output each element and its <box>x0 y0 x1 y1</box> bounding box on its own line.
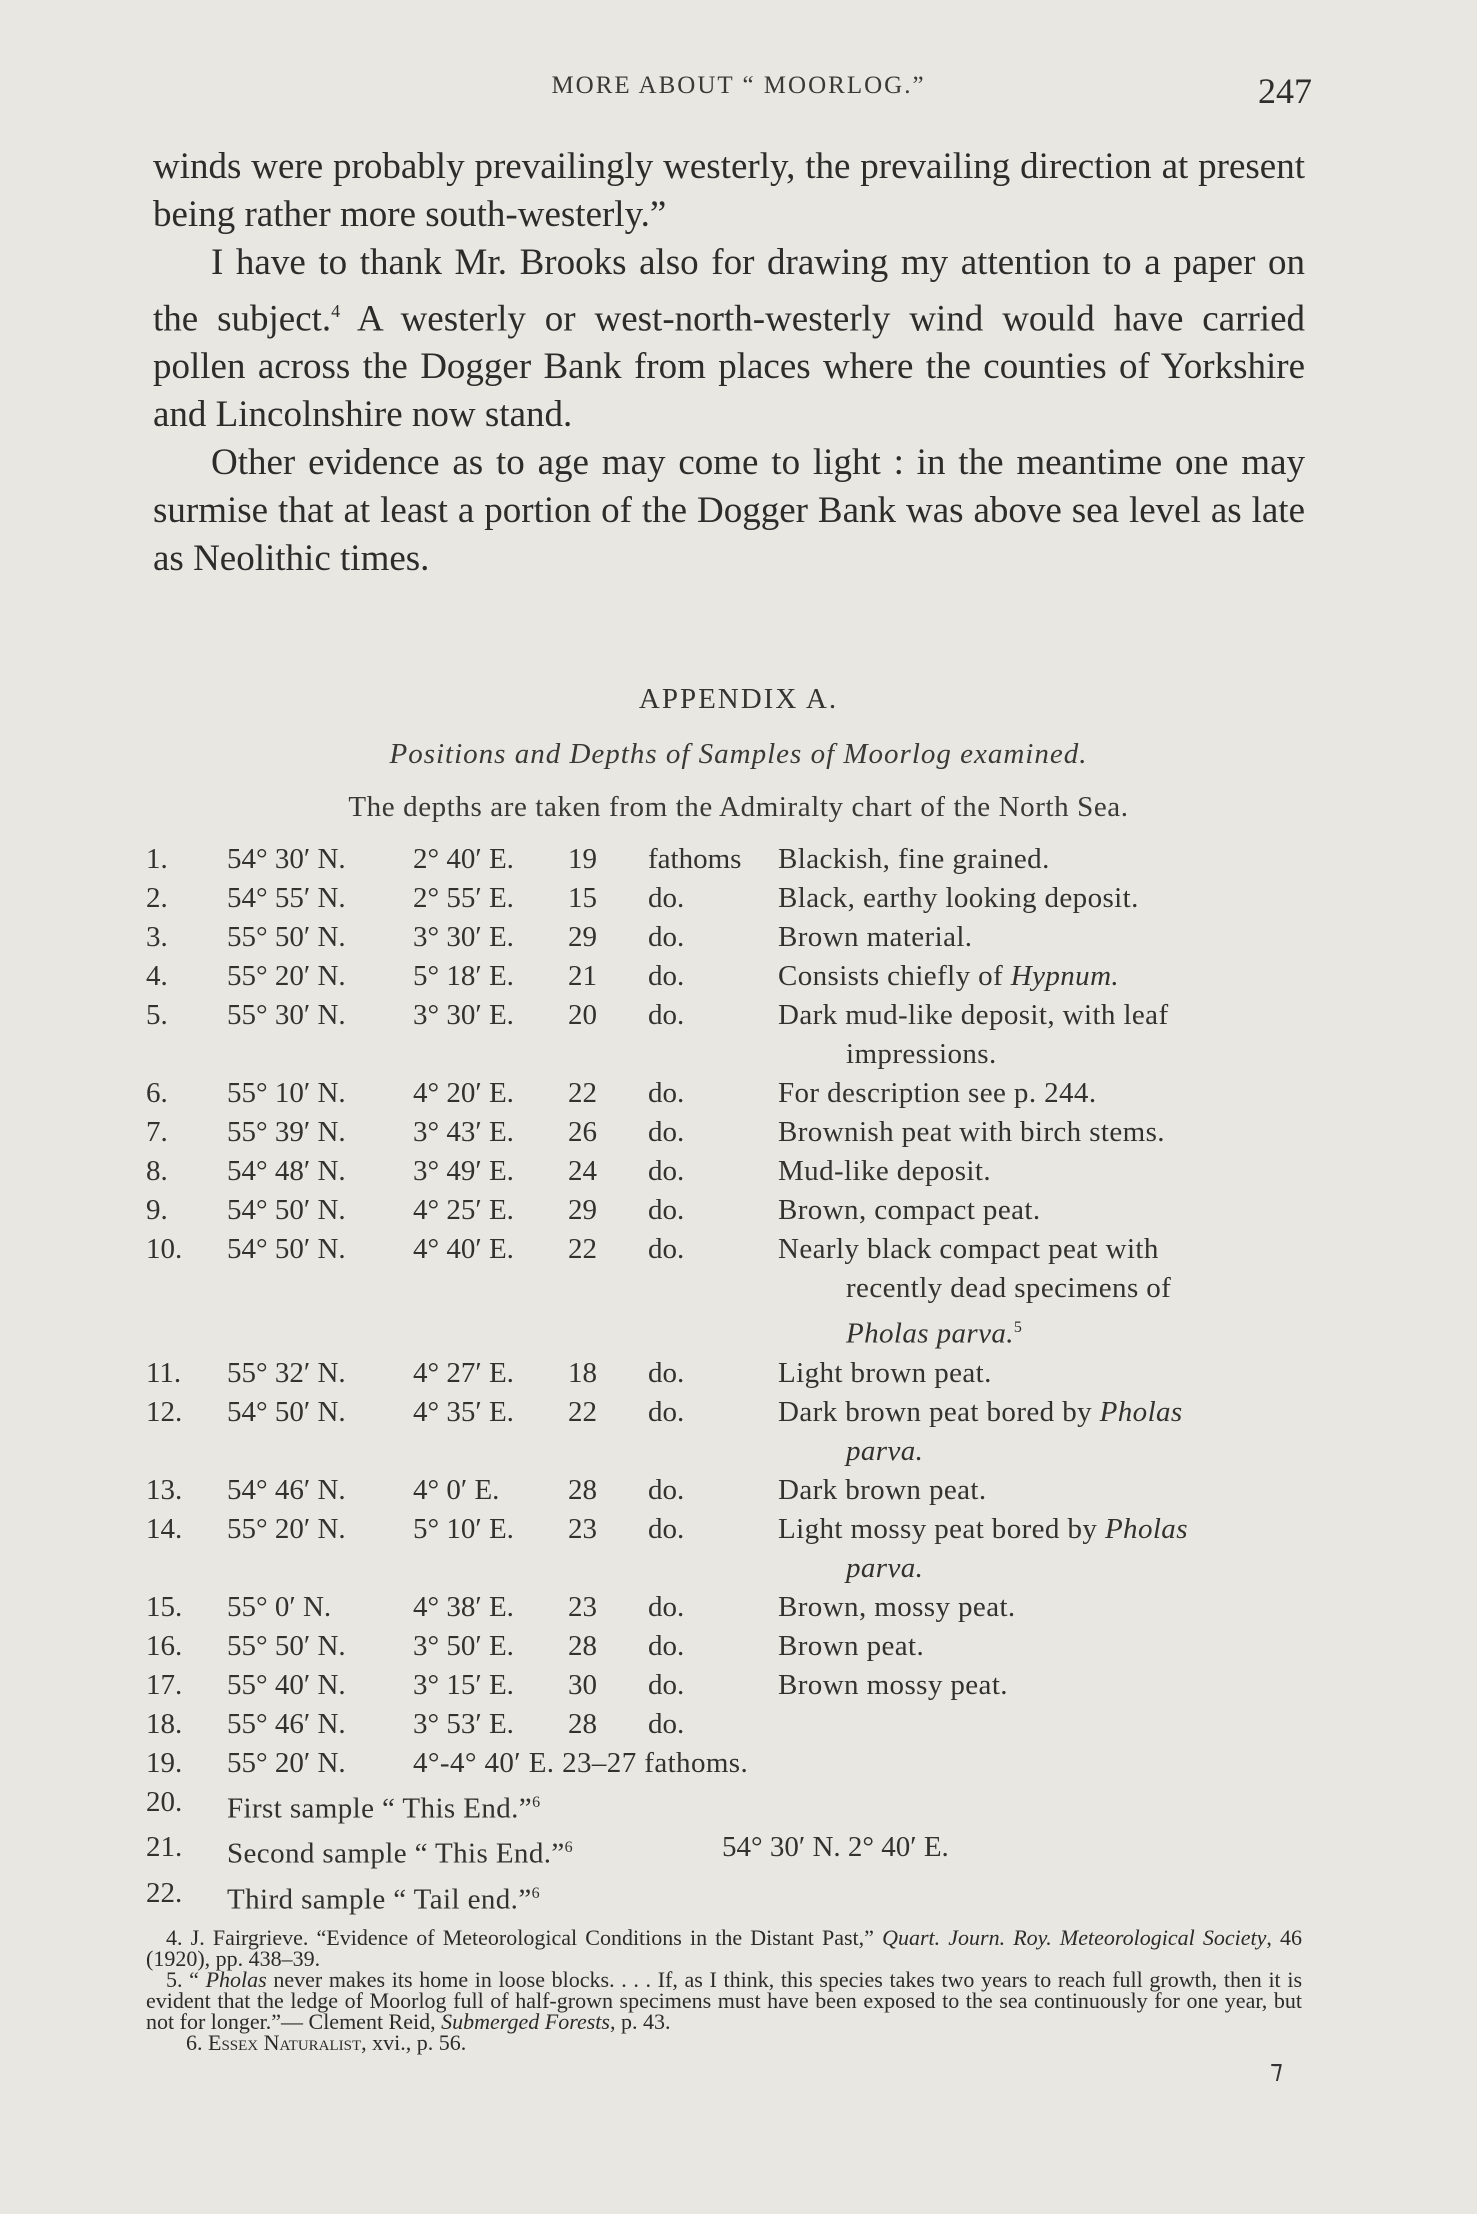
sample-number: 20. <box>146 1785 183 1818</box>
sample-position: 54° 30′ N. 2° 40′ E. <box>722 1831 949 1864</box>
sample-number: 9. <box>146 1194 168 1226</box>
sample-row <box>146 1666 1326 1705</box>
sample-longitude: 4° 27′ E. <box>413 1356 514 1389</box>
footnote-4-journal: Quart. Journ. Roy. Meteorological Society <box>882 1925 1267 1950</box>
sample-description <box>778 1393 1326 1471</box>
sample-longitude: 3° 30′ E. <box>413 999 514 1031</box>
sample-latitude: 55° 20′ N. <box>227 1512 346 1545</box>
sample-number: 14. <box>146 1512 183 1545</box>
sample-rows <box>146 840 1326 1744</box>
sample-depth-unit: do. <box>648 999 685 1031</box>
sample-number: 2. <box>146 882 168 914</box>
sample-depth: 30 <box>568 1668 597 1701</box>
sample-row <box>146 996 1326 1074</box>
sample-row <box>146 1393 1326 1471</box>
sample-number: 7. <box>146 1116 168 1148</box>
sample-depth: 23 <box>568 1512 597 1545</box>
footnote-6 <box>146 2032 1302 2053</box>
sample-depth-unit: do. <box>648 1395 685 1428</box>
sample-row <box>146 1354 1326 1393</box>
sample-longitude: 4° 35′ E. <box>413 1395 514 1428</box>
sample-description-text: Dark brown peat. <box>778 1473 987 1506</box>
footnote-6-journal: Essex Naturalist <box>208 2030 362 2055</box>
sample-row <box>146 840 1326 879</box>
sample-depth: 29 <box>568 921 597 953</box>
sample-longitude-depth: 4°-4° 40′ E. 23–27 fathoms. <box>413 1746 749 1779</box>
sample-description-text: Consists chiefly of <box>778 960 1011 992</box>
sample-row <box>146 1471 1326 1510</box>
paragraph-1: winds were probably prevailingly westerly, the prevailing direction at present being rather more south-westerly.” <box>153 146 1305 235</box>
sample-depth: 21 <box>568 960 597 992</box>
sample-depth: 19 <box>568 843 597 875</box>
sample-description-text: Light mossy peat bored by <box>778 1512 1105 1545</box>
sample-longitude: 2° 55′ E. <box>413 882 514 914</box>
sample-number: 15. <box>146 1590 183 1623</box>
sample-longitude: 2° 40′ E. <box>413 843 514 875</box>
sample-description-text: Nearly black compact peat with <box>778 1233 1159 1265</box>
sample-row <box>146 1113 1326 1152</box>
sample-latitude: 55° 20′ N. <box>227 960 346 992</box>
footnote-5-page: , p. 43. <box>609 2009 671 2034</box>
footnote-ref-6: 6 <box>531 1884 540 1902</box>
sample-longitude: 3° 30′ E. <box>413 921 514 953</box>
sample-row <box>146 1705 1326 1744</box>
sample-row <box>146 1074 1326 1113</box>
footnote-5-text: 5. “ <box>166 1967 206 1992</box>
sample-depth-unit: fathoms <box>648 843 742 875</box>
sample-depth-unit: do. <box>648 1233 685 1265</box>
sample-longitude: 4° 20′ E. <box>413 1077 514 1109</box>
paragraph-2-end: A westerly or west-north-westerly wind would have carried pollen across the Dogger Bank from places where the counties of Yorkshire and Lincolnshire now stand. <box>153 298 1306 436</box>
sample-row <box>146 1230 1326 1354</box>
sample-latitude: 55° 50′ N. <box>227 1629 346 1662</box>
sample-depth-unit: do. <box>648 1194 685 1226</box>
appendix-title: APPENDIX A. <box>638 683 839 715</box>
sample-latitude: 55° 30′ N. <box>227 999 346 1031</box>
footnote-6-citation: , xvi., p. 56. <box>361 2030 467 2055</box>
sample-longitude: 4° 25′ E. <box>413 1194 514 1226</box>
running-head: MORE ABOUT “ MOORLOG.” <box>551 72 926 99</box>
footnote-4-citation: , 46 (1920), pp. 438–39. <box>146 1925 1303 1971</box>
footnote-5-quote: never makes its home in loose blocks. . . . If, as I think, this species takes two years to reach full growth, then it is evident that the ledge of Moorlog full of half-grown specimens must have been exposed to the sea continuously for one year, but not for longer.”— Clement Reid, <box>146 1967 1303 2034</box>
sample-row <box>146 879 1326 918</box>
sample-latitude: 55° 10′ N. <box>227 1077 346 1109</box>
sample-row <box>146 1588 1326 1627</box>
sample-row <box>146 918 1326 957</box>
footnote-ref-6: 6 <box>564 1839 574 1857</box>
footnote-4 <box>146 1927 1302 1969</box>
sample-description-genus: Pholas parva. <box>846 1317 1014 1350</box>
sample-row-22 <box>146 1874 1326 1920</box>
sample-label-text: First sample “ This End.” <box>227 1792 533 1825</box>
sample-latitude: 55° 40′ N. <box>227 1668 346 1701</box>
sample-depth-unit: do. <box>648 1590 685 1623</box>
sample-number: 18. <box>146 1707 183 1740</box>
sample-depth: 22 <box>568 1077 597 1109</box>
sample-description <box>778 1627 1326 1666</box>
sample-depth-unit: do. <box>648 1629 685 1662</box>
sample-description-genus: Pholas <box>1104 1512 1188 1545</box>
sample-description-text: Blackish, fine grained. <box>778 843 1050 875</box>
sample-label <box>227 1783 1326 1829</box>
sample-depth: 22 <box>568 1233 597 1265</box>
sample-description <box>778 1230 1326 1354</box>
sample-description <box>778 1074 1326 1113</box>
sample-number: 22. <box>146 1876 183 1909</box>
samples-table <box>146 840 1326 1920</box>
sample-row <box>146 1510 1326 1588</box>
sample-depth-unit: do. <box>648 960 685 992</box>
sample-label-text: Second sample “ This End.” <box>227 1837 565 1870</box>
sample-description-genus: Pholas <box>1099 1395 1183 1428</box>
body-text <box>153 143 1305 583</box>
footnote-4-text: 4. J. Fairgrieve. “Evidence of Meteorological Conditions in the Distant Past,” <box>166 1925 883 1950</box>
footnotes <box>146 1927 1302 2053</box>
sample-description-text: Dark brown peat bored by <box>778 1395 1100 1428</box>
sample-description-text: Black, earthy looking deposit. <box>778 882 1139 914</box>
sample-number: 10. <box>146 1233 183 1265</box>
sample-depth: 18 <box>568 1356 597 1389</box>
sample-latitude: 55° 50′ N. <box>227 921 346 953</box>
sample-description <box>778 1191 1326 1230</box>
sample-description <box>778 1588 1326 1627</box>
sample-latitude: 54° 50′ N. <box>227 1194 346 1226</box>
sample-description-text: For description see p. 244. <box>778 1077 1097 1109</box>
sample-row <box>146 1627 1326 1666</box>
sample-depth: 28 <box>568 1707 597 1740</box>
footnote-ref-6: 6 <box>532 1793 541 1811</box>
sample-longitude: 3° 43′ E. <box>413 1116 514 1148</box>
sample-depth: 15 <box>568 882 597 914</box>
sample-latitude: 55° 32′ N. <box>227 1356 346 1389</box>
footnote-5 <box>146 1969 1302 2032</box>
sample-latitude: 54° 30′ N. <box>227 843 346 875</box>
sample-row <box>146 957 1326 996</box>
sample-description <box>778 879 1326 918</box>
sample-description <box>778 957 1326 996</box>
sample-depth: 24 <box>568 1155 597 1187</box>
appendix-note: The depths are taken from the Admiralty chart of the North Sea. <box>348 791 1129 823</box>
sample-depth-unit: do. <box>648 1473 685 1506</box>
sample-latitude: 54° 50′ N. <box>227 1233 346 1265</box>
sample-latitude: 55° 46′ N. <box>227 1707 346 1740</box>
sample-depth-unit: do. <box>648 1512 685 1545</box>
sample-number: 17. <box>146 1668 183 1701</box>
sample-description-continued: recently dead specimens of <box>846 1272 1172 1304</box>
sample-number: 1. <box>146 843 168 875</box>
sample-longitude: 5° 10′ E. <box>413 1512 514 1545</box>
sample-description-text: Brown, mossy peat. <box>778 1590 1016 1623</box>
sample-depth-unit: do. <box>648 1668 685 1701</box>
sample-longitude: 3° 53′ E. <box>413 1707 514 1740</box>
sample-number: 3. <box>146 921 168 953</box>
sample-description-text: Brownish peat with birch stems. <box>778 1116 1165 1148</box>
sample-number: 13. <box>146 1473 183 1506</box>
sample-longitude: 3° 50′ E. <box>413 1629 514 1662</box>
sample-number: 19. <box>146 1746 183 1779</box>
sample-description-continued <box>778 1308 1326 1354</box>
sample-row-21 <box>146 1828 1326 1874</box>
sample-description-text: Brown peat. <box>778 1629 925 1662</box>
sample-depth-unit: do. <box>648 882 685 914</box>
sample-latitude: 55° 20′ N. <box>227 1746 346 1779</box>
footnote-5-book: Submerged Forests <box>441 2009 610 2034</box>
sample-description-continued: impressions. <box>846 1038 997 1070</box>
sample-depth: 20 <box>568 999 597 1031</box>
margin-mark: ⁊ <box>1270 2055 1283 2084</box>
footnote-6-number: 6. <box>186 2030 208 2055</box>
sample-latitude: 54° 46′ N. <box>227 1473 346 1506</box>
sample-description <box>778 1152 1326 1191</box>
page-number: 247 <box>1258 71 1312 111</box>
sample-latitude: 54° 55′ N. <box>227 882 346 914</box>
sample-longitude: 3° 49′ E. <box>413 1155 514 1187</box>
sample-depth-unit: do. <box>648 1155 685 1187</box>
sample-label <box>227 1828 722 1874</box>
sample-description-text: Brown material. <box>778 921 973 953</box>
sample-depth-unit: do. <box>648 1116 685 1148</box>
sample-depth-unit: do. <box>648 921 685 953</box>
sample-depth-unit: do. <box>648 1707 685 1740</box>
sample-depth: 28 <box>568 1629 597 1662</box>
sample-number: 5. <box>146 999 168 1031</box>
sample-longitude: 4° 40′ E. <box>413 1233 514 1265</box>
sample-latitude: 55° 0′ N. <box>227 1590 332 1623</box>
footnote-ref-4: 4 <box>331 301 341 321</box>
sample-description-text: Brown mossy peat. <box>778 1668 1008 1701</box>
sample-label <box>227 1874 1326 1920</box>
sample-longitude: 5° 18′ E. <box>413 960 514 992</box>
sample-number: 12. <box>146 1395 183 1428</box>
sample-description <box>778 840 1326 879</box>
sample-longitude: 3° 15′ E. <box>413 1668 514 1701</box>
sample-description-text: Mud-like deposit. <box>778 1155 992 1187</box>
sample-depth: 26 <box>568 1116 597 1148</box>
sample-number: 6. <box>146 1077 168 1109</box>
sample-label-text: Third sample “ Tail end.” <box>227 1883 532 1916</box>
sample-number: 21. <box>146 1831 183 1864</box>
paragraph-2 <box>153 239 1305 439</box>
sample-description <box>778 1471 1326 1510</box>
sample-description-continued: parva. <box>846 1551 924 1584</box>
sample-depth: 22 <box>568 1395 597 1428</box>
paragraph-2-start: I have to thank Mr. Brooks also for drawing my attention to a paper on the subject. <box>153 242 1305 340</box>
sample-number: 4. <box>146 960 168 992</box>
sample-number: 8. <box>146 1155 168 1187</box>
sample-description <box>778 1354 1326 1393</box>
sample-longitude: 4° 38′ E. <box>413 1590 514 1623</box>
paragraph-3: Other evidence as to age may come to light : in the meantime one may surmise that at least a portion of the Dogger Bank was above sea level as late as Neolithic times. <box>153 442 1305 580</box>
sample-description <box>778 918 1326 957</box>
sample-row <box>146 1191 1326 1230</box>
sample-row-19 <box>146 1744 1326 1783</box>
sample-depth: 29 <box>568 1194 597 1226</box>
sample-number: 16. <box>146 1629 183 1662</box>
sample-latitude: 55° 39′ N. <box>227 1116 346 1148</box>
sample-row <box>146 1152 1326 1191</box>
footnote-5-genus: Pholas <box>205 1967 267 1992</box>
sample-depth-unit: do. <box>648 1356 685 1389</box>
sample-latitude: 54° 48′ N. <box>227 1155 346 1187</box>
sample-description <box>778 996 1326 1074</box>
sample-description-continued: parva. <box>846 1434 924 1467</box>
footnote-ref-5: 5 <box>1013 1319 1023 1336</box>
sample-longitude: 4° 0′ E. <box>413 1473 500 1506</box>
sample-number: 11. <box>146 1356 182 1389</box>
sample-row-20 <box>146 1783 1326 1829</box>
sample-latitude: 54° 50′ N. <box>227 1395 346 1428</box>
sample-description <box>778 1113 1326 1152</box>
sample-depth-unit: do. <box>648 1077 685 1109</box>
sample-description <box>778 1666 1326 1705</box>
sample-depth: 28 <box>568 1473 597 1506</box>
appendix-subtitle: Positions and Depths of Samples of Moorlog examined. <box>389 738 1088 770</box>
sample-description-text: Light brown peat. <box>778 1356 992 1389</box>
sample-description-text: Brown, compact peat. <box>778 1194 1041 1226</box>
sample-description-text: Dark mud-like deposit, with leaf <box>778 999 1169 1031</box>
sample-depth: 23 <box>568 1590 597 1623</box>
sample-description <box>778 1510 1326 1588</box>
sample-description-genus: Hypnum. <box>1010 960 1120 992</box>
